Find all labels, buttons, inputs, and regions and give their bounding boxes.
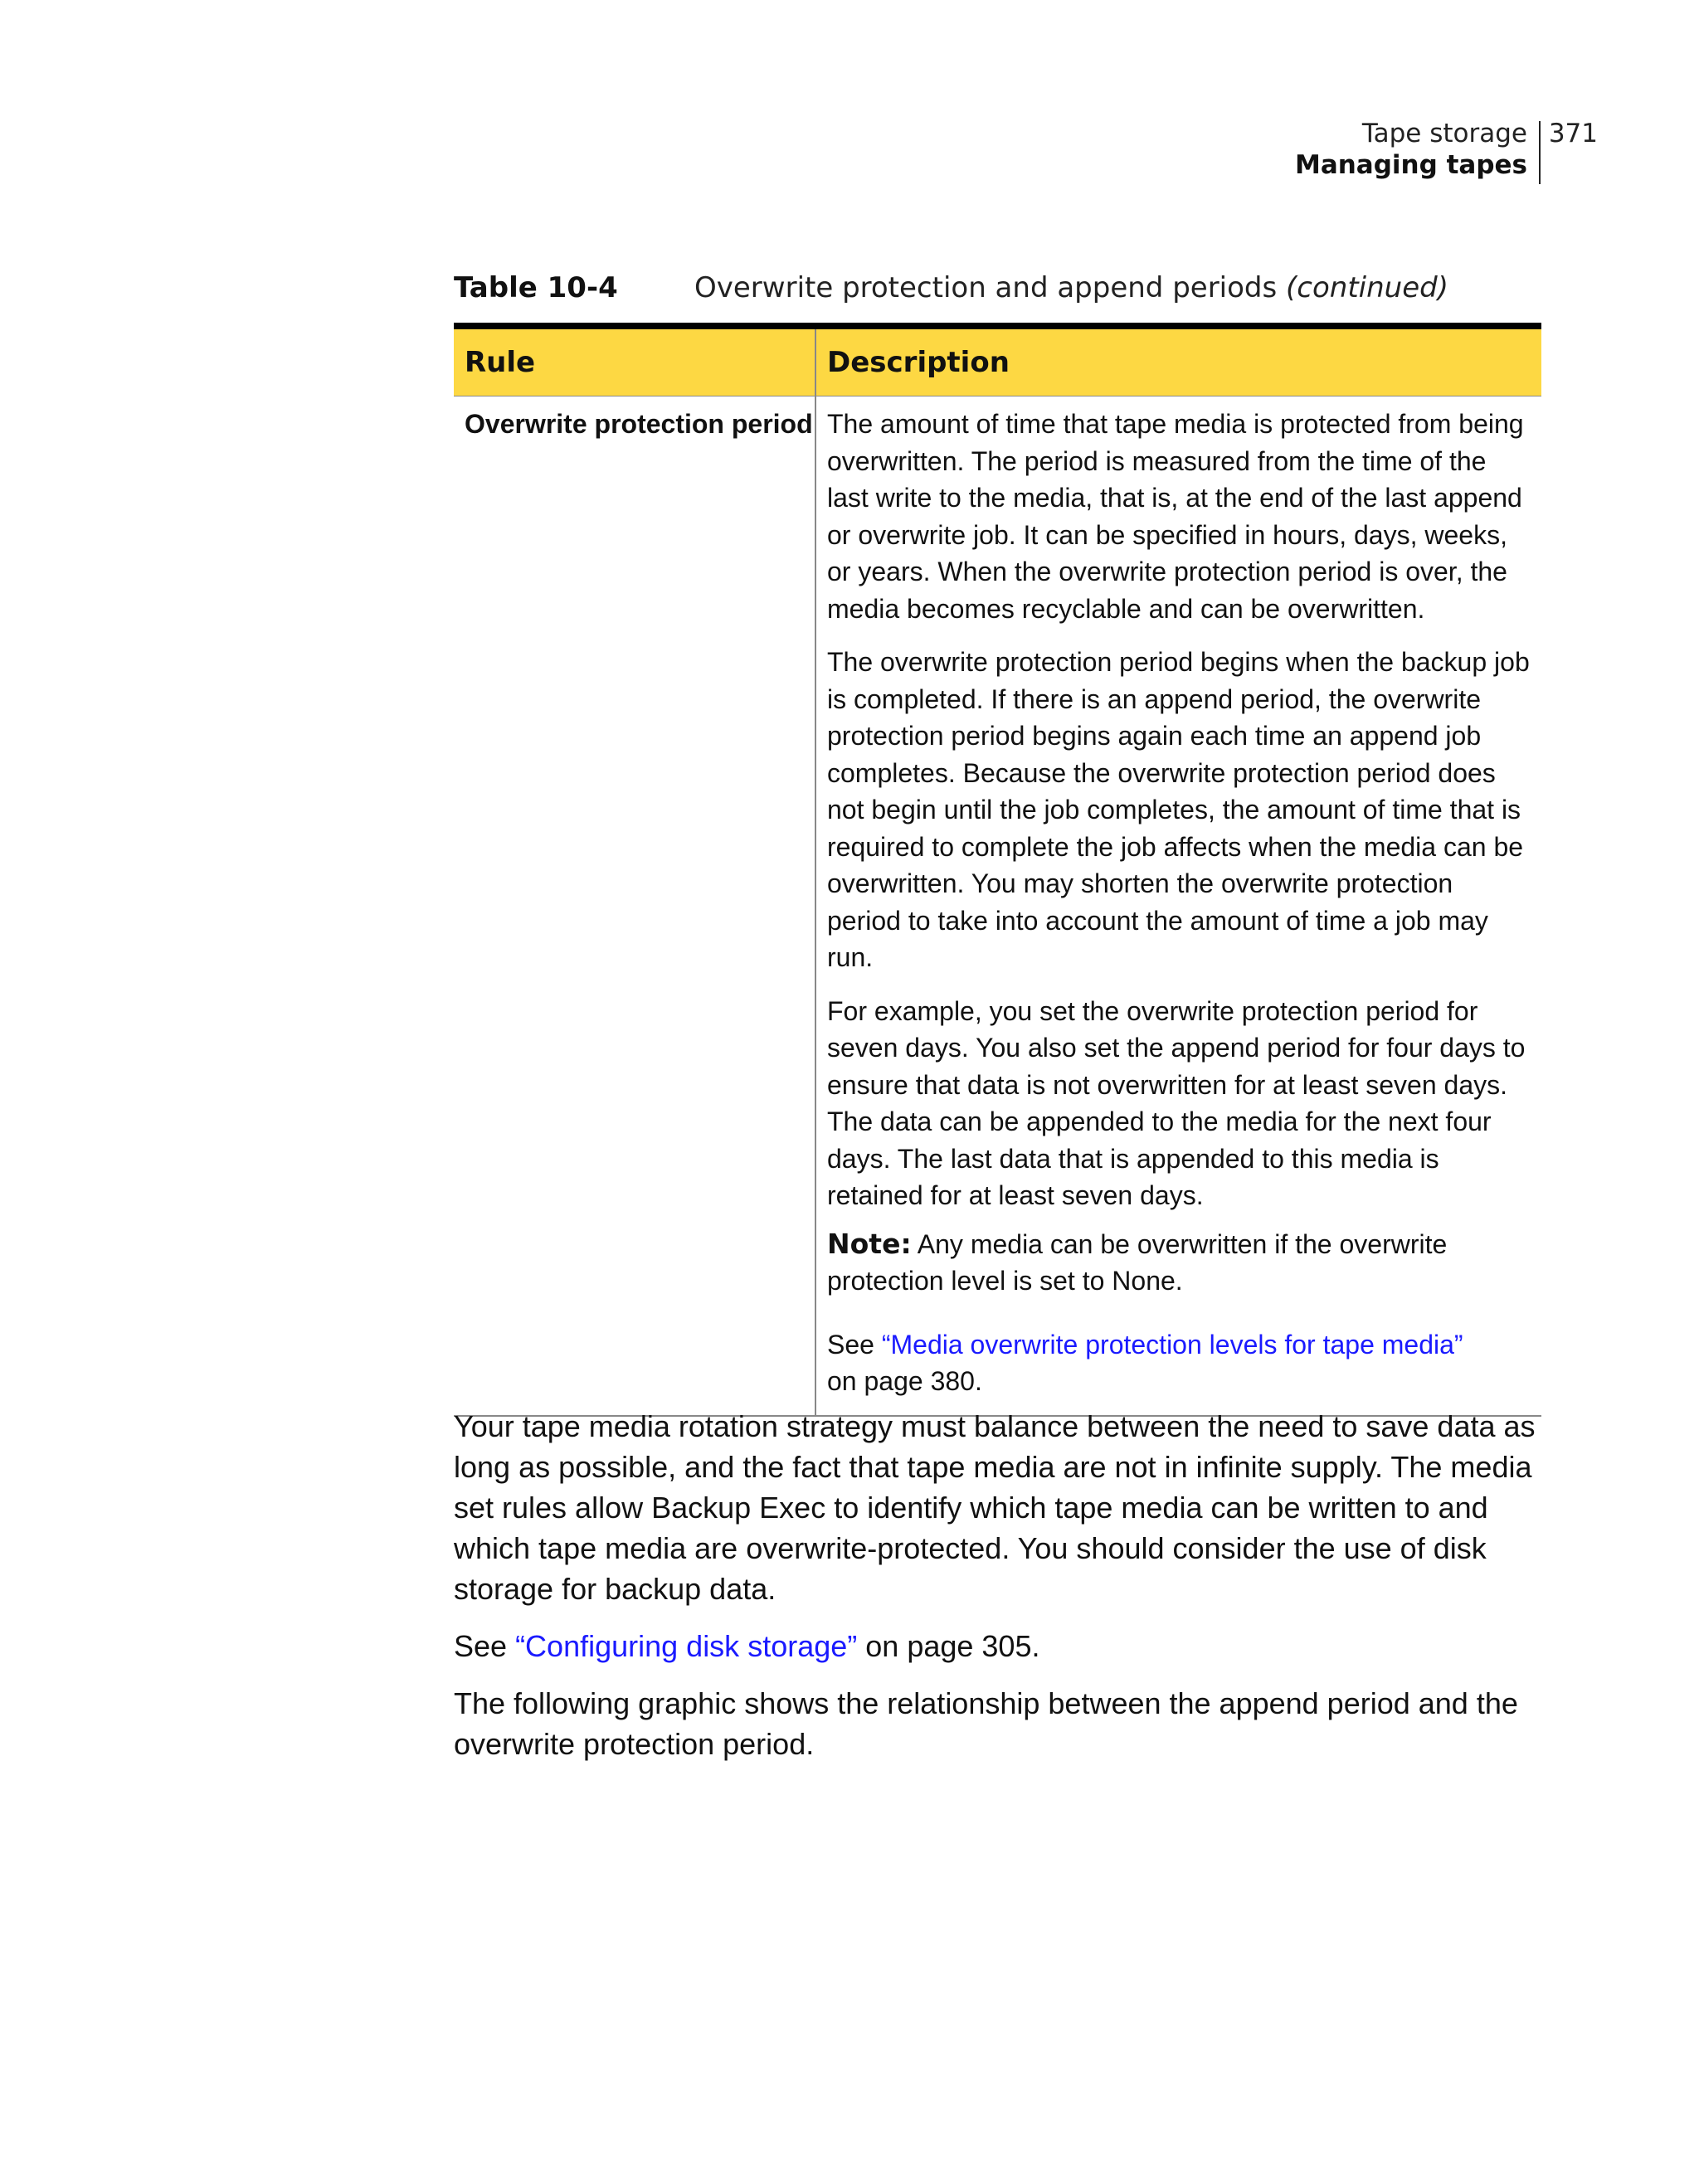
body-paragraph: The following graphic shows the relationship between the append period and the overwrite protection period. xyxy=(454,1686,1518,1761)
see-prefix: See xyxy=(827,1329,882,1360)
table-title-wrap xyxy=(694,271,1448,304)
description-paragraph: The amount of time that tape media is protected from being overwritten. The period is measured from the time of the last write to the media, that is, at the end of the last append or overwrite job. It can be specified in hours, days, weeks, or years. When the overwrite protection period is over, the media becomes recyclable and can be overwritten. xyxy=(827,409,1524,624)
see-link-configuring-disk-storage[interactable]: “Configuring disk storage” xyxy=(515,1629,858,1663)
body-paragraph: Your tape media rotation strategy must balance between the need to save data as long as possible, and the fact that tape media are not in infinite supply. The media set rules allow Backup Exec to identify which tape media can be written to and which tape media are overwrite-protected. You should consider the use of disk storage for backup data. xyxy=(454,1409,1536,1606)
note-paragraph xyxy=(827,1226,1533,1300)
table-number: Table 10-4 xyxy=(454,271,618,304)
note-label: Note: xyxy=(827,1227,912,1260)
description-paragraph: The overwrite protection period begins when the backup job is completed. If there is an append period, the overwrite protection period begins again each time an append job completes. Because the overwrite protection period does not begin until the job completes, the amount of time that is required to complete the job affects when the media can be overwritten. You may shorten the overwrite protection period to take into account the amount of time a job may run. xyxy=(827,647,1530,972)
description-paragraph: For example, you set the overwrite protection period for seven days. You also set the append period for four days to ensure that data is not overwritten for at least seven days. The data can be appended to the media for the next four days. The last data that is appended to this media is retained for at least seven days. xyxy=(827,995,1526,1210)
header-chapter: Managing tapes xyxy=(1294,150,1527,180)
table-header-row xyxy=(454,329,1541,396)
description-cell xyxy=(816,396,1541,1415)
table-title: Overwrite protection and append periods xyxy=(694,271,1278,304)
page-number: 371 xyxy=(1548,119,1598,148)
running-header xyxy=(1266,118,1598,184)
see-link-media-overwrite-levels[interactable]: “Media overwrite protection levels for tape media” xyxy=(881,1329,1463,1360)
column-header-rule: Rule xyxy=(454,329,816,396)
header-section: Tape storage xyxy=(1361,119,1527,148)
overwrite-protection-table xyxy=(454,323,1541,1417)
see-prefix: See xyxy=(454,1629,516,1663)
table-top-rule xyxy=(454,323,1541,329)
see-also-paragraph xyxy=(827,1326,1533,1400)
rule-cell: Overwrite protection period xyxy=(454,396,816,1415)
table-row xyxy=(454,396,1541,1417)
column-header-description: Description xyxy=(827,346,1010,379)
see-also-paragraph xyxy=(454,1626,1549,1666)
header-titles xyxy=(1295,118,1527,181)
header-divider xyxy=(1539,121,1541,184)
table-continued: (continued) xyxy=(1286,271,1448,304)
note-text: Any media can be overwritten if the overwrite protection level is set to None. xyxy=(827,1228,1448,1296)
see-suffix: on page 305. xyxy=(857,1629,1040,1663)
table-caption xyxy=(454,271,1541,308)
see-suffix: on page 380. xyxy=(827,1366,982,1396)
body-text xyxy=(454,1406,1549,1781)
